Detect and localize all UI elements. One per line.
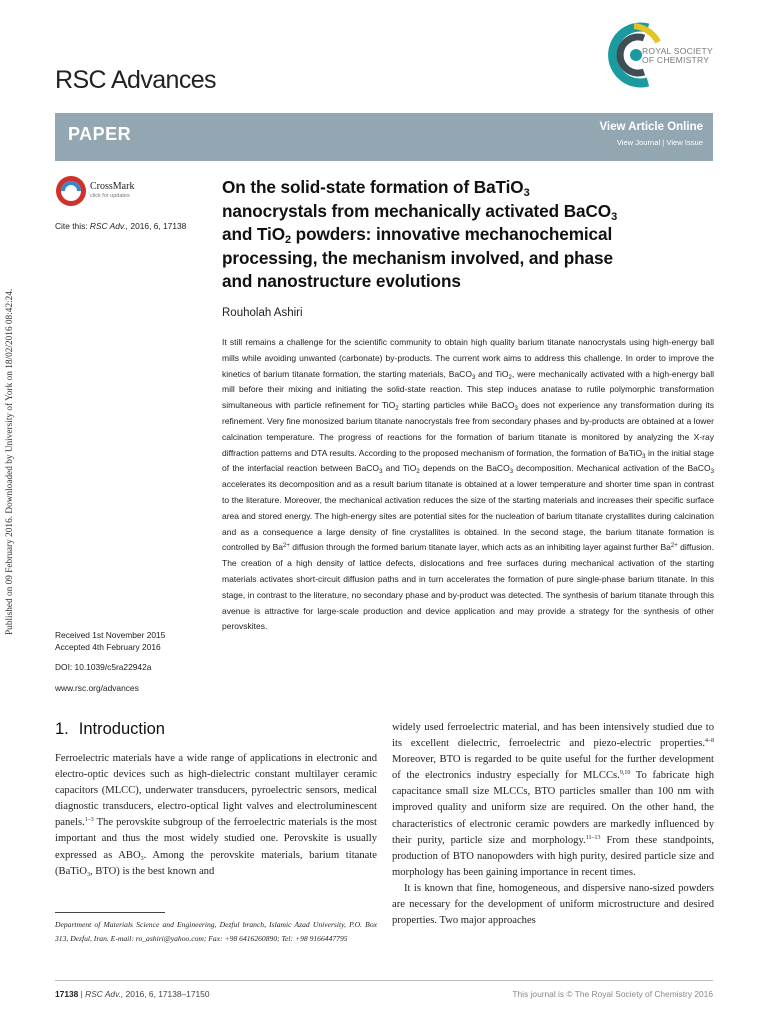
footer-divider <box>55 980 713 981</box>
journal-title: RSC Advances <box>55 66 216 94</box>
section-heading-introduction <box>55 720 165 739</box>
publisher-name-line2: OF CHEMISTRY <box>642 55 710 65</box>
article-history <box>55 629 165 694</box>
link-separator: | <box>662 138 665 147</box>
title-line-4: processing, the mechanism involved, and phase <box>222 247 613 268</box>
journal-website-link[interactable]: www.rsc.org/advances <box>55 682 139 693</box>
citation-line <box>55 221 186 231</box>
article-type-label: PAPER <box>68 124 132 144</box>
title-line-3: and TiO <box>222 224 285 245</box>
author-affiliation-footnote: Department of Materials Science and Engineering, Dezful branch, Islamic Azad University, P.O. Box 313, Dezful, Iran. E-mail: ro_ashiri@yahoo.com; Fax: +98 6416260890; Tel: +98 9166447795 <box>55 920 377 943</box>
view-article-online-link[interactable]: View Article Online <box>599 121 703 133</box>
cite-prefix: Cite this: <box>55 221 88 231</box>
title-subscript: 3 <box>611 210 618 223</box>
footer-volume-pages: 2016, 6, 17138–17150 <box>125 989 210 999</box>
paragraph: widely used ferroelectric material, and has been intensively studied due to its excellent dielectric, ferroelectric and piezo-electric properties.$^{4-8}$ Moreover, BTO is regarded to be quite useful for the further development of the electronics industry especially for MLCCs.$^{9,10}$ To fabricate high capacitance small size MLCCs, BTO particles smaller than 100 nm with improved quality and uniform size are required. On the other hand, the characteristics of electronic ceramic powders are markedly influenced by their purity, particle size and morphology.$^{11-13}$ From these standpoints, production of BTO nanopowders with high purity, desired particle size and morphology has been gaining importance in recent times. <box>392 722 714 878</box>
copyright-notice: This journal is © The Royal Society of Chemistry 2016 <box>512 989 713 999</box>
view-issue-link[interactable]: View Issue <box>666 138 703 147</box>
download-stamp <box>2 215 16 635</box>
author-name: Rouholah Ashiri <box>222 307 303 319</box>
view-journal-link[interactable]: View Journal <box>616 138 661 147</box>
received-date: Received 1st November 2015 <box>55 630 166 640</box>
title-line-2: nanocrystals from mechanically activated BaCO <box>222 200 612 221</box>
title-line-5: and nanostructure evolutions <box>222 271 461 292</box>
paper-banner <box>55 113 713 161</box>
paragraph: It is known that fine, homogeneous, and dispersive nano-sized powders are necessary for the development of uniform microstructure and desired properties. Two major approaches <box>392 882 714 927</box>
page-number: 17138 <box>55 989 79 999</box>
cite-journal: RSC Adv., <box>89 221 129 231</box>
citation-ref[interactable]: 9,10 <box>619 770 631 777</box>
title-subscript: 2 <box>284 234 291 247</box>
rsc-logo <box>606 20 726 90</box>
footer-citation <box>55 989 209 999</box>
article-title <box>222 176 702 294</box>
section-number: 1. <box>55 720 69 738</box>
title-subscript: 3 <box>523 187 530 199</box>
section-title: Introduction <box>78 720 165 738</box>
citation-ref[interactable]: 4–8 <box>705 738 714 745</box>
footer-separator: | <box>80 989 83 999</box>
intro-right-column <box>392 720 714 929</box>
crossmark-subtitle: click for updates <box>90 193 130 199</box>
title-line-1: On the solid-state formation of BaTiO <box>222 177 524 197</box>
download-stamp-text: Published on 09 February 2016. Downloaded by University of York on 18/02/2016 08:42:24. <box>5 288 15 635</box>
doi[interactable]: DOI: 10.1039/c5ra22942a <box>55 662 152 673</box>
publisher-name-line1: ROYAL SOCIETY <box>642 46 713 56</box>
view-links <box>617 138 703 147</box>
title-line-3-rest: powders: innovative mechanochemical <box>291 224 613 245</box>
crossmark-button[interactable] <box>55 175 145 211</box>
footer-journal: RSC Adv., <box>85 989 124 999</box>
crossmark-title: CrossMark <box>90 181 135 192</box>
abstract: It still remains a challenge for the scientific community to obtain high quality barium titanate nanocrystals using high-energy ball mills while avoiding unwanted (carbonate) by-products. The current work aims to address this challenge. In order to improve the kinetics of barium titanate formation, the starting materials, BaCO$_3$ and TiO$_2$, were mechanically activated with a high-energy ball mill before their mixing and initiating the solid-state reaction. This step induces anatase to rutile polymorphic transformation simultaneous with particle refinement for TiO$_2$ starting particles while BaCO$_3$ does not experience any transformation during its refinement. Very fine monosized barium titanate nanocrystals free from secondary phases and by-products are obtained at a lower calcination temperature. The progress of reactions for the formation of barium titanate is monitored by analyzing the X-ray diffraction patterns and DTA results. According to the proposed mechanism of formation, the formation of BaTiO$_3$ in the initial stage of the interfacial reaction between BaCO$_3$ and TiO$_2$ depends on the BaCO$_3$ decomposition. Mechanical activation of the BaCO$_3$ accelerates its decomposition and as a result barium titanate is obtained at a lower temperature and shorter time span in contrast to the literature. Moreover, the mechanical activation reduces the size of the starting materials and increases their specific surface area and stored energy. The high-energy sites are potential sites for the nucleation of barium titanate crystallites during calcination and as a consequence a large density of fine crystallites is obtained. In the second stage, the barium titanate formation is controlled by $Ba^{2+}$ diffusion through the formed barium titanate layer, which acts as an inhibiting layer against further $Ba^{2+}$ diffusion. The creation of a high density of lattice defects, dislocations and free surfaces during mechanical activation of the starting materials activates short-circuit diffusion paths and in turn accelerates the formation of pure single-phase barium titanate. In this stage, in contrast to the literature, no secondary phase and by-product was detected. The synthesis of barium titanate through this avenue is attractive for large-scale production and device application and may provide a strategy for the synthesis of other perovskites. <box>222 337 715 632</box>
citation-ref[interactable]: 1–3 <box>84 817 94 824</box>
cite-details: 2016, 6, 17138 <box>130 221 187 231</box>
citation-ref[interactable]: 11–13 <box>585 834 601 841</box>
crossmark-icon <box>55 175 87 207</box>
accepted-date: Accepted 4th February 2016 <box>55 642 161 653</box>
footnote-divider <box>55 912 165 913</box>
intro-left-column: Ferroelectric materials have a wide range of applications in electronic and electro-optic devices such as high-dielectric constant multilayer ceramic capacitors (MLCC), underwater transducers, pyroelectric sensors, medical diagnostic transducers, electro-optical light valves and electroluminescent panels.$^{1-3}$ The perovskite subgroup of the ferroelectric materials is the most important and thus the most widely studied one. Perovskite is usually expressed as $ABO_3$. Among the perovskite materials, barium titanate (BaTiO$_3$, BTO) is the best known and <box>55 753 377 878</box>
